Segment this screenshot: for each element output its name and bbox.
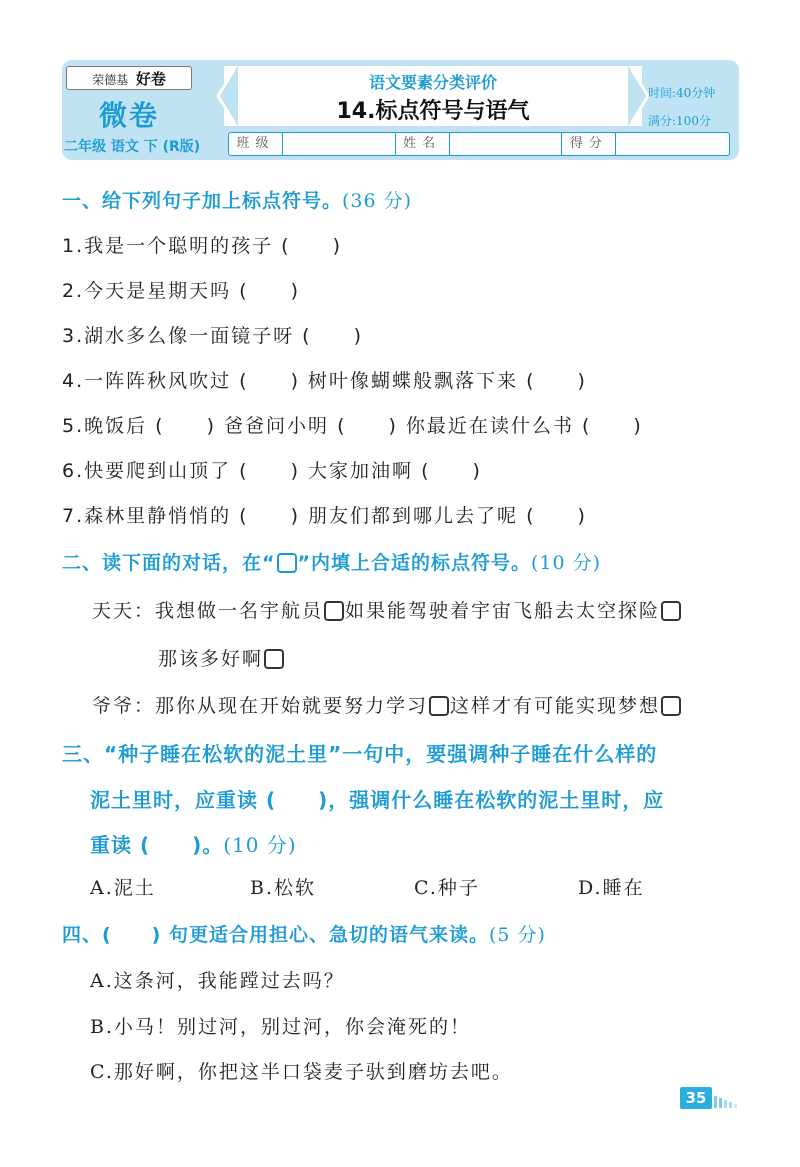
section1-item-1: 1.我是一个聪明的孩子 ( ) (62, 235, 342, 257)
logo-text: 荣德基 (92, 73, 129, 87)
dialogue-1-part-c: 那该多好啊 (158, 648, 264, 670)
section3-line-3 (90, 829, 297, 858)
section1-item-7: 7.森林里静悄悄的 ( ) 朋友们都到哪儿去了呢 ( ) (62, 505, 587, 527)
section3-option-b: B.松软 (250, 877, 317, 899)
section1-item-3: 3.湖水多么像一面镜子呀 ( ) (62, 325, 363, 347)
section4-title: 四、( ) 句更适合用担心、急切的语气来读。 (62, 924, 489, 946)
section4-points: (5 分) (488, 924, 546, 946)
series-title: 语文要素分类评价 (368, 73, 497, 92)
dialogue-1-part-a: 天天：我想做一名宇航员 (92, 600, 324, 622)
student-info-row (228, 132, 730, 156)
section3-line-2: 泥土里时，应重读 ( )，强调什么睡在松软的泥土里时，应 (90, 788, 665, 812)
section1-title: 一、给下列句子加上标点符号。 (62, 190, 343, 212)
dialogue-line-2 (92, 691, 682, 718)
dialogue-1-part-b: 如果能驾驶着宇宙飞船去太空探险 (345, 600, 661, 622)
class-field[interactable] (283, 133, 396, 155)
section1-points: (36 分) (342, 190, 413, 212)
unit-title: 14.标点符号与语气 (336, 99, 530, 124)
section3-points: (10 分) (223, 833, 297, 857)
section1-heading (62, 186, 412, 213)
section3-line-1: 三、“种子睡在松软的泥土里”一句中，要强调种子睡在什么样的 (62, 742, 658, 766)
square-box-icon (277, 553, 297, 573)
section3-line-3-text: 重读 ( )。 (90, 833, 224, 857)
publisher-logo (66, 66, 192, 90)
answer-box-4[interactable] (429, 696, 449, 716)
section4-option-a: A.这条河，我能蹚过去吗？ (90, 970, 345, 992)
page-number: 35 (680, 1087, 712, 1109)
full-score: 满分:100分 (648, 114, 711, 128)
section1-item-4: 4.一阵阵秋风吹过 ( ) 树叶像蝴蝶般飘落下来 ( ) (62, 370, 587, 392)
section4-heading (62, 920, 546, 947)
answer-box-3[interactable] (264, 649, 284, 669)
section1-item-6: 6.快要爬到山顶了 ( ) 大家加油啊 ( ) (62, 460, 482, 482)
section1-item-2: 2.今天是星期天吗 ( ) (62, 280, 300, 302)
dialogue-line-1-cont (158, 644, 285, 671)
section3-option-d: D.睡在 (578, 877, 645, 899)
bars-decoration-icon (714, 1094, 742, 1108)
section3-option-a: A.泥土 (90, 877, 156, 899)
answer-box-1[interactable] (324, 601, 344, 621)
dialogue-line-1 (92, 596, 682, 623)
name-field[interactable] (450, 133, 563, 155)
class-label: 班级 (229, 133, 283, 155)
worksheet-header (62, 60, 739, 160)
dialogue-2-part-a: 爷爷：那你从现在开始就要努力学习 (92, 695, 429, 717)
section4-option-c: C.那好啊，你把这半口袋麦子驮到磨坊去吧。 (90, 1061, 513, 1083)
section4-option-b: B.小马！别过河，别过河，你会淹死的！ (90, 1016, 472, 1038)
section2-points: (10 分) (531, 552, 602, 574)
brand-title: 微卷 (98, 99, 159, 132)
answer-box-5[interactable] (661, 696, 681, 716)
name-label: 姓名 (396, 133, 450, 155)
section2-title-a: 二、读下面的对话，在“ (62, 552, 276, 574)
answer-box-2[interactable] (661, 601, 681, 621)
dialogue-2-part-b: 这样才有可能实现梦想 (450, 695, 661, 717)
logo-brand: 好卷 (135, 70, 166, 88)
score-field[interactable] (616, 133, 729, 155)
score-label: 得分 (562, 133, 616, 155)
section3-option-c: C.种子 (414, 877, 480, 899)
time-limit: 时间:40分钟 (648, 86, 716, 100)
section2-heading (62, 548, 601, 575)
section1-item-5: 5.晚饭后 ( ) 爸爸问小明 ( ) 你最近在读什么书 ( ) (62, 415, 643, 437)
section2-title-b: ”内填上合适的标点符号。 (297, 552, 531, 574)
title-banner (224, 66, 642, 126)
grade-label: 二年级 语文 下 (R版) (64, 139, 201, 155)
